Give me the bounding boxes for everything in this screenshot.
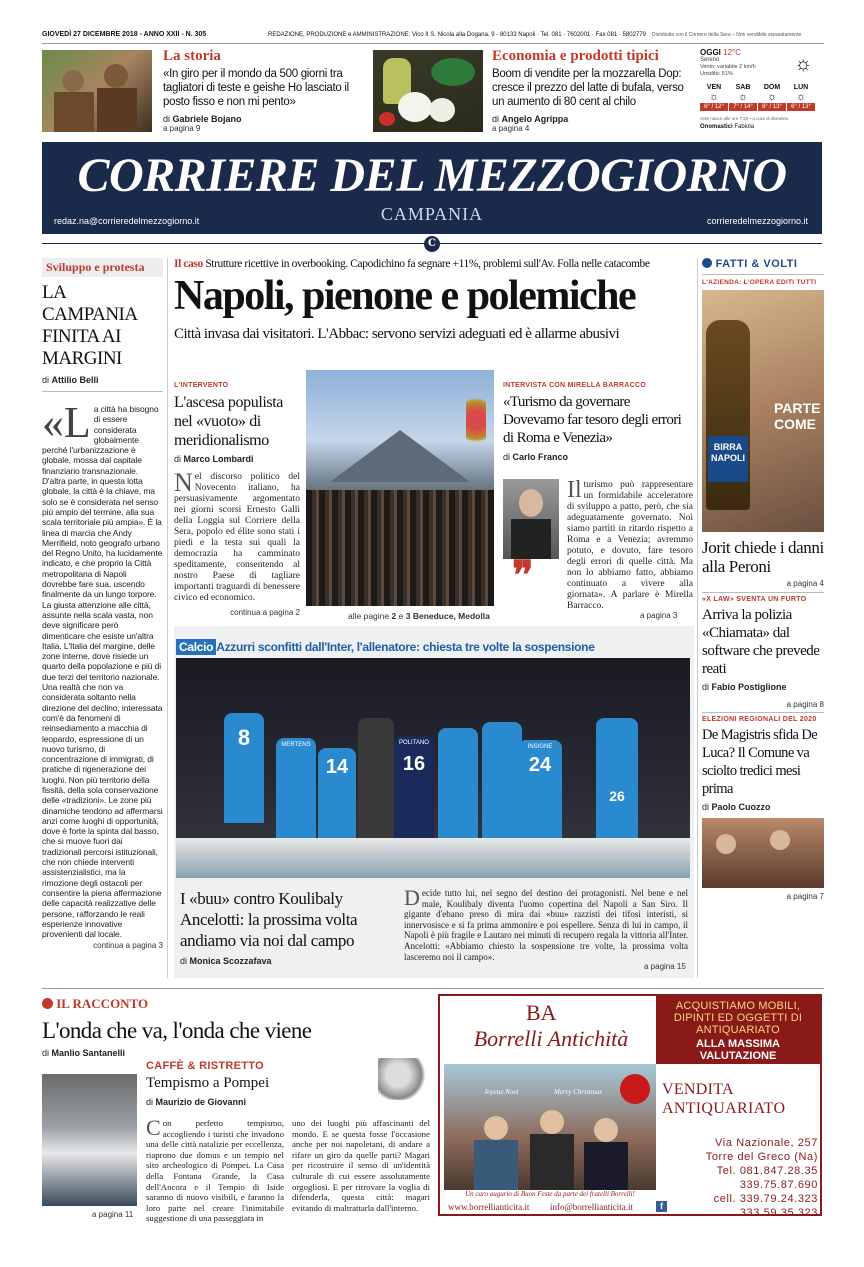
fatti-volti-icon	[702, 258, 712, 268]
article-interview-page[interactable]: a pagina 3	[640, 611, 678, 620]
mural-text: PARTE COME	[774, 400, 821, 432]
onomastici: Onomastici Fabiola	[700, 124, 755, 130]
left-column	[42, 258, 163, 950]
forecast-day: VEN ☼ 6° / 12°	[700, 84, 728, 111]
left-column-continue[interactable]: continua a pagina 3	[93, 941, 163, 951]
forecast-day: LUN ☼ 6° / 13°	[787, 84, 815, 111]
masthead	[42, 142, 822, 234]
calcio-strap: Calcio Azzurri sconfitti dall'Inter, l'allenatore: chiesta tre volte la sospensione	[176, 640, 595, 654]
elezioni-page[interactable]: a pagina 7	[786, 892, 824, 901]
sun-icon: ☼	[794, 53, 813, 75]
player-jersey: 14	[318, 748, 356, 838]
player-name: POLITANO	[394, 736, 434, 838]
teaser-economy-text: Boom di vendite per la mozzarella Dop: cresce il prezzo del latte di bufala, verso un aumento di 80 cent al chilo	[492, 68, 684, 108]
player-name: MERTENS	[276, 738, 316, 838]
left-column-body: «La città ha bisogno di essere considerata globalmente perché l'urbanizzazione è globale, mossa dal capitale finanziario transnazionale. D'altra parte, in questa lotta globale, la città è la chiave, ma solo se è considerata nel senso più ampio del termine, alla sua scala territoriale più ampia». È la linea di marcia che Andy Merrifield, noto geografo urbano del Regno Unito, ha lucidamente indicato, e che proprio la Città metropolitana di Napoli dovrebbe fare sua, uscendo finalmente da un lungo torpore. La giusta attenzione alle città, assunte nella scala vasta, non deve significare però dimenticare che esiste un'altra Italia. L'Italia del margine, delle zone interne, dove risiede un quarto della popolazione e più di due terzi del territorio nazionale. Una realtà che non va considerata soltanto nella direzione del declino, interessata com'è da fenomeni di reinsediamento a macchia di leopardo, espressione di un nuovo turismo, di concentrazione di immigrati, di pratiche di rigenerazione dei luoghi. Non più territorio della fissità, della sola conservazione delle «tradizioni». Le zone più dinamiche tendono ad affermarsi anzi come luoghi di opportunità, dove è forte la spinta dal basso, che si muove fuori dai tradizionali percorsi istituzionali, che non chiede interventi assistenzialistici, ma la rimozione degli ostacoli per consentire la piena affermazione delle capacità realizzative delle persone, rafforzando le reali esperienze innovative provenienti dal locale.	[42, 398, 163, 940]
elezioni-byline: di Paolo Cuozzo	[702, 802, 771, 812]
jorit-page[interactable]: a pagina 4	[786, 579, 824, 588]
sun-icon: ☼	[737, 91, 749, 103]
bottle-label: BIRRA NAPOLI	[708, 436, 748, 482]
racconto-title[interactable]: L'onda che va, l'onda che viene	[42, 1018, 312, 1043]
mirella-barracco-photo[interactable]	[503, 479, 559, 559]
issue-date: GIOVEDÌ 27 DICEMBRE 2018 - ANNO XXII - N. 305	[42, 31, 207, 38]
weather-box	[700, 48, 824, 134]
player-jersey: 8	[224, 713, 264, 823]
calcio-page[interactable]: a pagina 15	[644, 962, 686, 971]
racconto-byline: di Manlio Santanelli	[42, 1048, 126, 1058]
ad-email[interactable]: info@borrellianticita.it	[550, 1202, 634, 1212]
racconto-icon	[42, 998, 53, 1009]
sun-icon: ☼	[708, 91, 720, 103]
forecast-day: SAB ☼ 7° / 14°	[729, 84, 757, 111]
distribution-note: Distribuito con il Corriere della Sera – Non vendibile separatamente	[652, 32, 802, 38]
lead-story[interactable]	[174, 258, 694, 343]
ad-headline-box: ACQUISTIAMO MOBILI, DIPINTI ED OGGETTI DI ANTIQUARIATO ALLA MASSIMA VALUTAZIONE	[656, 996, 820, 1064]
facebook-icon[interactable]: f	[656, 1201, 667, 1212]
player	[482, 722, 522, 838]
weather-source: Sole nasce alle ore 7:20 • a cura di 3bmeteo	[700, 116, 789, 121]
sun-icon: ☼	[795, 91, 807, 103]
article-intervento[interactable]	[174, 382, 300, 617]
photo-caption: alle pagine 2 e 3 Beneduce, Medolla	[348, 611, 490, 621]
article-intervento-continue[interactable]: continua a pagina 2	[230, 608, 300, 617]
article-intervento-title[interactable]: L'ascesa populista nel «vuoto» di meridionalismo	[174, 394, 283, 449]
calcio-photo[interactable]	[176, 658, 690, 878]
beer-bottle	[706, 320, 750, 510]
teaser-economy-byline: di Angelo Agrippa	[492, 114, 569, 124]
ad-brand: Borrelli Antichità	[473, 1026, 629, 1051]
teaser-story-kicker: La storia	[163, 48, 221, 64]
dropcap: «L	[42, 398, 91, 447]
ad-greeting: Un caro augurio di Buon Feste da parte dei fratelli Borrelli!	[465, 1190, 635, 1198]
teaser-economy-kicker: Economia e prodotti tipici	[492, 48, 659, 64]
edition-name: CAMPANIA	[380, 204, 484, 224]
ad-contacts: Via Nazionale, 257 Torre del Greco (Na) Tel. 081.847.28.35 339.75.87.690 cell. 339.79.24.323 333.59.35.323	[705, 1137, 818, 1219]
ad-sale: VENDITA ANTIQUARIATO	[662, 1081, 786, 1117]
masthead-website[interactable]: corrieredelmezzogiorno.it	[706, 216, 808, 226]
xlaw-title[interactable]: Arriva la polizia «Chiamata» dal software che prevede reati	[702, 607, 820, 677]
author-caricature	[378, 1058, 428, 1100]
right-column	[702, 258, 824, 901]
article-interview[interactable]	[503, 382, 693, 462]
vesuvius-crowd-photo[interactable]	[306, 370, 494, 606]
racconto-page[interactable]: a pagina 11	[92, 1210, 134, 1219]
calcio-headline[interactable]: I «buu» contro Koulibaly Ancelotti: la prossima volta andiamo via noi dal campo	[180, 889, 358, 950]
player-jersey: 24	[528, 754, 552, 776]
corriere-logo-icon: C	[424, 236, 440, 252]
teaser-economy[interactable]	[492, 48, 692, 133]
article-interview-title[interactable]: «Turismo da governare Dovevamo far tesoro degli errori di Roma e Venezia»	[503, 394, 682, 446]
caffe-body-col1: Con perfetto tempismo, accogliendo i turisti che invadono una delle città natalizie per eccellenza, riaprono due domus e un tempio nel sito archeologico di Pompei. La Casa della Fontana Grande, la Casa dell'Ancora e il Tempio di Iside saranno di nuovo visibili, e faranno la loro parte nel creare l'inimitabile suggestione di una passeggiata in	[146, 1115, 284, 1224]
weather-humidity: Umidità: 51%	[700, 71, 733, 77]
article-intervento-byline: di Marco Lombardi	[174, 454, 254, 464]
racconto-tag: IL RACCONTO	[42, 996, 432, 1012]
player-name: INSIGNE	[518, 740, 562, 838]
left-column-title[interactable]: LA CAMPANIA FINITA AI MARGINI	[42, 282, 137, 369]
jorit-title[interactable]: Jorit chiede i danni alla Peroni	[702, 538, 824, 576]
racconto-block[interactable]	[42, 996, 432, 1058]
article-interview-byline: di Carlo Franco	[503, 452, 569, 462]
caffe-title[interactable]: Tempismo a Pompei	[146, 1075, 270, 1091]
article-intervento-tag: L'INTERVENTO	[174, 382, 229, 389]
sun-icon: ☼	[766, 91, 778, 103]
editorial-address: REDAZIONE, PRODUZIONE e AMMINISTRAZIONE: Vico II S. Nicola alla Dogana, 9 - 80133 Napoli · Tel. 081 · 7602001 · Fax 081 · 5802779	[268, 32, 646, 38]
teaser-economy-page: a pagina 4	[492, 124, 530, 133]
caffe-body-col2: uno dei luoghi più affascinanti del mondo. E se questa fosse l'occasione anche per noi napoletani, di andare a rifare un giro da quelle parti? Magari per ricostruire il senso di un'identità culturale di cui essere assolutamente orgogliosi. E per ritrovare la voglia di difenderla, questa città: magari evitando di maltrattarla dall'interno.	[292, 1118, 430, 1213]
caffe-byline: di Maurizio de Giovanni	[146, 1097, 247, 1107]
player	[438, 728, 478, 838]
fatti-volti-tag: L'AZIENDA: L'OPERA EDITI TUTTI	[702, 279, 817, 286]
teaser-story[interactable]	[163, 48, 363, 133]
ad-website[interactable]: www.borrellianticita.it	[448, 1202, 530, 1212]
weather-wind: Vento: variabile 2 km/h	[700, 64, 756, 70]
left-column-kicker: Sviluppo e protesta	[42, 258, 163, 277]
lead-subhead: Città invasa dai visitatori. L'Abbac: servono servizi adeguati ed è allarme abusivi	[174, 326, 620, 342]
lead-headline[interactable]: Napoli, pienone e polemiche	[174, 273, 636, 319]
referee	[358, 718, 394, 838]
elezioni-tag: ELEZIONI REGIONALI DEL 2020	[702, 716, 817, 723]
ad-brothers-photo: Joyeux Noel Merry Christmas	[444, 1064, 656, 1190]
wave-photo[interactable]	[42, 1074, 137, 1206]
calcio-body: Decide tutto lui, nel segno del destino dei protagonisti. Nel bene e nel male, Koulibaly diventa l'uomo copertina del Napoli a San Siro. Il gigante d'ebano preso di mira dai «buu» razzisti dei tifosi interisti, si innervosisce e si fa prima ammonire e poi espellere. Senza di lui in campo, il Napoli è più fragile e Lautaro nei minuti di recupero regala la vittoria all'Inter. Ancelotti: «Abbiamo chiesto la sospensione tre volte, la prossima volta lasceremo noi il campo».	[404, 885, 688, 962]
weather-condition: Sereno	[700, 57, 720, 63]
elezioni-title[interactable]: De Magistris sfida De Luca? Il Comune va sciolto tredici mesi prima	[702, 727, 818, 797]
article-intervento-body: Nel discorso politico del Novecento italiano, ha persuasivamente argomentato nei giorni scorsi Ernesto Galli della Loggia sul Corriere della Sera, popolo ed élite sono stati i piedi e la testa sui quali la democrazia ha camminato speditamente, consentendo al nostro Paese di tagliare importanti traguardi di benessere civico ed economico.	[174, 468, 300, 603]
teaser-story-text: «In giro per il mondo da 500 giorni tra tagliatori di teste e geishe Ho lasciato il posto fisso e non mi pento»	[163, 68, 349, 108]
ad-logo: BA	[526, 1000, 557, 1025]
teaser-story-byline: di Gabriele Bojano	[163, 114, 242, 124]
borrelli-ad[interactable]	[438, 994, 822, 1219]
article-interview-tag: INTERVISTA CON MIRELLA BARRACCO	[503, 382, 647, 389]
article-interview-body: Il turismo può rappresentare un formidabile acceleratore di sviluppo a patto, però, che sia adeguatamente governato. Noi siamo partiti in ritardo rispetto a Roma e a Venezia; avremmo potuto, e dovuto, fare tesoro degli errori di quelle città. Ma non lo abbiamo fatto, abbiamo continuato a vivere alla giornata». A parlare è Mirella Barracco.	[567, 477, 693, 611]
newspaper-title: CORRIERE DEL MEZZOGIORNO	[77, 149, 787, 202]
de-magistris-photo[interactable]	[702, 818, 824, 888]
weather-today: OGGI 12°C	[700, 48, 741, 57]
xlaw-tag: «X LAW» SVENTA UN FURTO	[702, 596, 807, 603]
forecast-day: DOM ☼ 6° / 13°	[758, 84, 786, 111]
calcio-byline: di Monica Scozzafava	[180, 956, 272, 966]
lead-kicker: Il caso	[174, 258, 203, 270]
xlaw-byline: di Fabio Postiglione	[702, 682, 787, 692]
caffe-tag: CAFFÈ & RISTRETTO	[146, 1060, 264, 1072]
player-jersey: 26	[596, 718, 638, 838]
teaser-story-page: a pagina 9	[163, 124, 201, 133]
calcio-block[interactable]	[174, 626, 694, 978]
xlaw-page[interactable]: a pagina 8	[786, 700, 824, 709]
player-jersey: 16	[402, 753, 426, 775]
fatti-volti-section: FATTI & VOLTI	[702, 258, 824, 270]
lead-strap: Strutture ricettive in overbooking. Capodichino fa segnare +11%, problemi sull'Av. Folla nelle catacombe	[205, 258, 650, 270]
mozzarella-photo[interactable]	[373, 50, 483, 132]
jorit-mural-photo[interactable]	[702, 290, 824, 532]
quote-icon: ❞	[512, 553, 534, 598]
left-column-byline: di Attilio Belli	[42, 375, 99, 385]
weather-forecast	[700, 84, 824, 113]
top-info-bar	[42, 28, 824, 44]
teaser-story-photo[interactable]	[42, 50, 152, 132]
masthead-email[interactable]: redaz.na@corrieredelmezzogiorno.it	[54, 216, 200, 226]
